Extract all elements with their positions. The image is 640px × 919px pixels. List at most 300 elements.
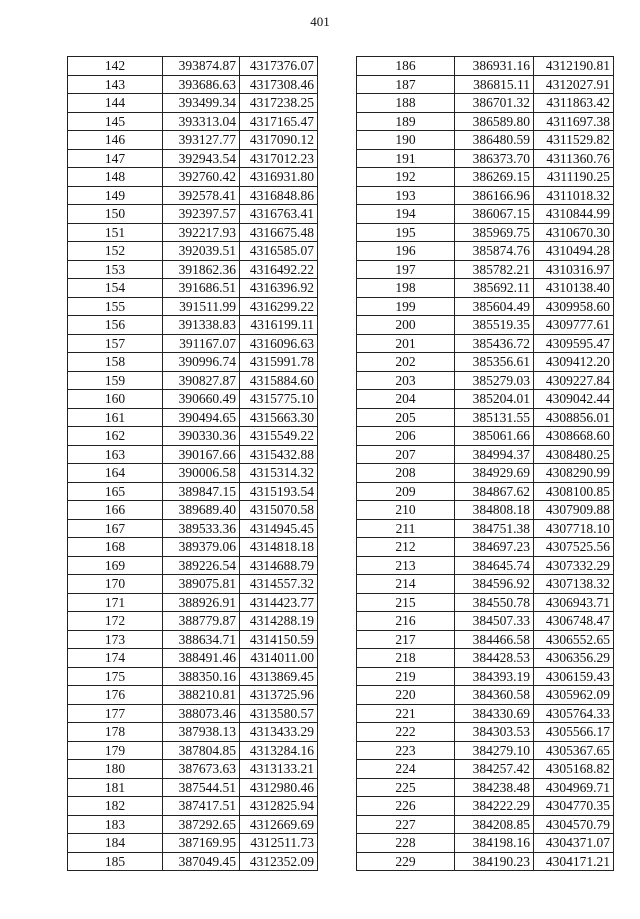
y-coordinate-cell: 4316931.80 — [240, 168, 318, 187]
x-coordinate-cell: 392039.51 — [163, 242, 240, 261]
y-coordinate-cell: 4308290.99 — [534, 464, 614, 483]
point-number-cell: 184 — [68, 834, 163, 853]
table-row — [357, 131, 614, 150]
point-number-cell: 157 — [68, 334, 163, 353]
point-number-cell: 185 — [68, 852, 163, 871]
y-coordinate-cell: 4314150.59 — [240, 630, 318, 649]
table-row — [68, 186, 318, 205]
y-coordinate-cell: 4317308.46 — [240, 75, 318, 94]
table-row — [68, 223, 318, 242]
x-coordinate-cell: 386701.32 — [455, 94, 534, 113]
y-coordinate-cell: 4316299.22 — [240, 297, 318, 316]
x-coordinate-cell: 390330.36 — [163, 427, 240, 446]
table-row — [357, 686, 614, 705]
point-number-cell: 217 — [357, 630, 455, 649]
y-coordinate-cell: 4311190.25 — [534, 168, 614, 187]
x-coordinate-cell: 390660.49 — [163, 390, 240, 409]
y-coordinate-cell: 4316492.22 — [240, 260, 318, 279]
y-coordinate-cell: 4306748.47 — [534, 612, 614, 631]
x-coordinate-cell: 390996.74 — [163, 353, 240, 372]
point-number-cell: 183 — [68, 815, 163, 834]
point-number-cell: 228 — [357, 834, 455, 853]
point-number-cell: 151 — [68, 223, 163, 242]
y-coordinate-cell: 4316675.48 — [240, 223, 318, 242]
table-row — [68, 242, 318, 261]
point-number-cell: 177 — [68, 704, 163, 723]
point-number-cell: 156 — [68, 316, 163, 335]
point-number-cell: 145 — [68, 112, 163, 131]
x-coordinate-cell: 391862.36 — [163, 260, 240, 279]
table-row — [357, 760, 614, 779]
y-coordinate-cell: 4316848.86 — [240, 186, 318, 205]
table-row — [357, 445, 614, 464]
point-number-cell: 175 — [68, 667, 163, 686]
x-coordinate-cell: 385436.72 — [455, 334, 534, 353]
y-coordinate-cell: 4315193.54 — [240, 482, 318, 501]
y-coordinate-cell: 4314288.19 — [240, 612, 318, 631]
table-row — [68, 852, 318, 871]
y-coordinate-cell: 4309595.47 — [534, 334, 614, 353]
point-number-cell: 176 — [68, 686, 163, 705]
y-coordinate-cell: 4317090.12 — [240, 131, 318, 150]
point-number-cell: 174 — [68, 649, 163, 668]
point-number-cell: 197 — [357, 260, 455, 279]
table-row — [68, 371, 318, 390]
y-coordinate-cell: 4312980.46 — [240, 778, 318, 797]
point-number-cell: 189 — [357, 112, 455, 131]
y-coordinate-cell: 4311018.32 — [534, 186, 614, 205]
point-number-cell: 146 — [68, 131, 163, 150]
point-number-cell: 200 — [357, 316, 455, 335]
point-number-cell: 158 — [68, 353, 163, 372]
x-coordinate-cell: 384507.33 — [455, 612, 534, 631]
table-row — [68, 575, 318, 594]
y-coordinate-cell: 4313725.96 — [240, 686, 318, 705]
x-coordinate-cell: 391167.07 — [163, 334, 240, 353]
table-row — [68, 131, 318, 150]
point-number-cell: 179 — [68, 741, 163, 760]
point-number-cell: 192 — [357, 168, 455, 187]
y-coordinate-cell: 4316763.41 — [240, 205, 318, 224]
point-number-cell: 222 — [357, 723, 455, 742]
table-row — [68, 760, 318, 779]
point-number-cell: 216 — [357, 612, 455, 631]
y-coordinate-cell: 4315663.30 — [240, 408, 318, 427]
table-row — [68, 501, 318, 520]
y-coordinate-cell: 4304371.07 — [534, 834, 614, 853]
x-coordinate-cell: 388926.91 — [163, 593, 240, 612]
x-coordinate-cell: 385692.11 — [455, 279, 534, 298]
table-row — [357, 94, 614, 113]
point-number-cell: 168 — [68, 538, 163, 557]
table-row — [357, 334, 614, 353]
x-coordinate-cell: 389533.36 — [163, 519, 240, 538]
point-number-cell: 218 — [357, 649, 455, 668]
x-coordinate-cell: 386931.16 — [455, 57, 534, 76]
y-coordinate-cell: 4315549.22 — [240, 427, 318, 446]
table-row — [68, 815, 318, 834]
x-coordinate-cell: 386480.59 — [455, 131, 534, 150]
point-number-cell: 188 — [357, 94, 455, 113]
table-row — [68, 316, 318, 335]
table-row — [357, 630, 614, 649]
point-number-cell: 211 — [357, 519, 455, 538]
table-row — [68, 593, 318, 612]
point-number-cell: 213 — [357, 556, 455, 575]
point-number-cell: 171 — [68, 593, 163, 612]
x-coordinate-cell: 385204.01 — [455, 390, 534, 409]
x-coordinate-cell: 392578.41 — [163, 186, 240, 205]
x-coordinate-cell: 392760.42 — [163, 168, 240, 187]
x-coordinate-cell: 385874.76 — [455, 242, 534, 261]
y-coordinate-cell: 4307909.88 — [534, 501, 614, 520]
table-row — [357, 223, 614, 242]
point-number-cell: 190 — [357, 131, 455, 150]
x-coordinate-cell: 390167.66 — [163, 445, 240, 464]
x-coordinate-cell: 385061.66 — [455, 427, 534, 446]
x-coordinate-cell: 389075.81 — [163, 575, 240, 594]
table-row — [68, 482, 318, 501]
y-coordinate-cell: 4316096.63 — [240, 334, 318, 353]
point-number-cell: 172 — [68, 612, 163, 631]
y-coordinate-cell: 4306159.43 — [534, 667, 614, 686]
point-number-cell: 221 — [357, 704, 455, 723]
y-coordinate-cell: 4312669.69 — [240, 815, 318, 834]
table-row — [357, 797, 614, 816]
x-coordinate-cell: 393313.04 — [163, 112, 240, 131]
x-coordinate-cell: 384428.53 — [455, 649, 534, 668]
point-number-cell: 202 — [357, 353, 455, 372]
point-number-cell: 219 — [357, 667, 455, 686]
x-coordinate-cell: 384466.58 — [455, 630, 534, 649]
y-coordinate-cell: 4309412.20 — [534, 353, 614, 372]
y-coordinate-cell: 4316396.92 — [240, 279, 318, 298]
y-coordinate-cell: 4313284.16 — [240, 741, 318, 760]
y-coordinate-cell: 4309227.84 — [534, 371, 614, 390]
table-row — [68, 94, 318, 113]
point-number-cell: 225 — [357, 778, 455, 797]
table-row — [68, 538, 318, 557]
table-row — [68, 168, 318, 187]
point-number-cell: 142 — [68, 57, 163, 76]
x-coordinate-cell: 390494.65 — [163, 408, 240, 427]
table-row — [357, 353, 614, 372]
x-coordinate-cell: 384645.74 — [455, 556, 534, 575]
y-coordinate-cell: 4304969.71 — [534, 778, 614, 797]
table-row — [357, 519, 614, 538]
table-row — [357, 408, 614, 427]
table-row — [357, 316, 614, 335]
page-number: 401 — [310, 14, 330, 29]
x-coordinate-cell: 392217.93 — [163, 223, 240, 242]
y-coordinate-cell: 4312027.91 — [534, 75, 614, 94]
table-row — [357, 205, 614, 224]
point-number-cell: 214 — [357, 575, 455, 594]
table-row — [68, 297, 318, 316]
x-coordinate-cell: 393874.87 — [163, 57, 240, 76]
table-row — [68, 353, 318, 372]
x-coordinate-cell: 393499.34 — [163, 94, 240, 113]
x-coordinate-cell: 386815.11 — [455, 75, 534, 94]
table-row — [68, 464, 318, 483]
point-number-cell: 147 — [68, 149, 163, 168]
y-coordinate-cell: 4307332.29 — [534, 556, 614, 575]
x-coordinate-cell: 385782.21 — [455, 260, 534, 279]
x-coordinate-cell: 390827.87 — [163, 371, 240, 390]
table-row — [68, 75, 318, 94]
table-row — [68, 667, 318, 686]
x-coordinate-cell: 384190.23 — [455, 852, 534, 871]
x-coordinate-cell: 393127.77 — [163, 131, 240, 150]
y-coordinate-cell: 4316199.11 — [240, 316, 318, 335]
x-coordinate-cell: 384867.62 — [455, 482, 534, 501]
y-coordinate-cell: 4306356.29 — [534, 649, 614, 668]
x-coordinate-cell: 384198.16 — [455, 834, 534, 853]
x-coordinate-cell: 385969.75 — [455, 223, 534, 242]
table-row — [68, 834, 318, 853]
y-coordinate-cell: 4305962.09 — [534, 686, 614, 705]
table-row — [357, 427, 614, 446]
y-coordinate-cell: 4306943.71 — [534, 593, 614, 612]
point-number-cell: 149 — [68, 186, 163, 205]
x-coordinate-cell: 391686.51 — [163, 279, 240, 298]
x-coordinate-cell: 384303.53 — [455, 723, 534, 742]
y-coordinate-cell: 4317376.07 — [240, 57, 318, 76]
point-number-cell: 161 — [68, 408, 163, 427]
point-number-cell: 201 — [357, 334, 455, 353]
y-coordinate-cell: 4310316.97 — [534, 260, 614, 279]
x-coordinate-cell: 387544.51 — [163, 778, 240, 797]
point-number-cell: 143 — [68, 75, 163, 94]
point-number-cell: 207 — [357, 445, 455, 464]
table-row — [357, 279, 614, 298]
point-number-cell: 163 — [68, 445, 163, 464]
point-number-cell: 224 — [357, 760, 455, 779]
table-row — [68, 630, 318, 649]
x-coordinate-cell: 385356.61 — [455, 353, 534, 372]
x-coordinate-cell: 391338.83 — [163, 316, 240, 335]
y-coordinate-cell: 4317165.47 — [240, 112, 318, 131]
point-number-cell: 180 — [68, 760, 163, 779]
x-coordinate-cell: 384393.19 — [455, 667, 534, 686]
point-number-cell: 153 — [68, 260, 163, 279]
x-coordinate-cell: 390006.58 — [163, 464, 240, 483]
point-number-cell: 154 — [68, 279, 163, 298]
y-coordinate-cell: 4305764.33 — [534, 704, 614, 723]
table-row — [357, 482, 614, 501]
x-coordinate-cell: 384330.69 — [455, 704, 534, 723]
y-coordinate-cell: 4315070.58 — [240, 501, 318, 520]
y-coordinate-cell: 4314423.77 — [240, 593, 318, 612]
point-number-cell: 152 — [68, 242, 163, 261]
table-row — [357, 649, 614, 668]
y-coordinate-cell: 4310844.99 — [534, 205, 614, 224]
table-row — [68, 556, 318, 575]
point-number-cell: 191 — [357, 149, 455, 168]
x-coordinate-cell: 385131.55 — [455, 408, 534, 427]
point-number-cell: 186 — [357, 57, 455, 76]
x-coordinate-cell: 384208.85 — [455, 815, 534, 834]
table-row — [357, 593, 614, 612]
x-coordinate-cell: 387673.63 — [163, 760, 240, 779]
x-coordinate-cell: 384550.78 — [455, 593, 534, 612]
table-row — [357, 390, 614, 409]
y-coordinate-cell: 4317238.25 — [240, 94, 318, 113]
x-coordinate-cell: 387804.85 — [163, 741, 240, 760]
point-number-cell: 209 — [357, 482, 455, 501]
y-coordinate-cell: 4316585.07 — [240, 242, 318, 261]
point-number-cell: 203 — [357, 371, 455, 390]
x-coordinate-cell: 384697.23 — [455, 538, 534, 557]
table-row — [68, 686, 318, 705]
table-row — [357, 260, 614, 279]
y-coordinate-cell: 4311529.82 — [534, 131, 614, 150]
table-row — [68, 205, 318, 224]
point-number-cell: 182 — [68, 797, 163, 816]
table-row — [357, 57, 614, 76]
x-coordinate-cell: 389226.54 — [163, 556, 240, 575]
point-number-cell: 193 — [357, 186, 455, 205]
x-coordinate-cell: 389689.40 — [163, 501, 240, 520]
point-number-cell: 227 — [357, 815, 455, 834]
point-number-cell: 223 — [357, 741, 455, 760]
y-coordinate-cell: 4309777.61 — [534, 316, 614, 335]
table-row — [357, 242, 614, 261]
table-row — [68, 408, 318, 427]
table-row — [357, 741, 614, 760]
x-coordinate-cell: 393686.63 — [163, 75, 240, 94]
y-coordinate-cell: 4314818.18 — [240, 538, 318, 557]
table-row — [357, 704, 614, 723]
y-coordinate-cell: 4310138.40 — [534, 279, 614, 298]
y-coordinate-cell: 4305566.17 — [534, 723, 614, 742]
y-coordinate-cell: 4312352.09 — [240, 852, 318, 871]
table-row — [357, 464, 614, 483]
point-number-cell: 212 — [357, 538, 455, 557]
point-number-cell: 195 — [357, 223, 455, 242]
x-coordinate-cell: 388779.87 — [163, 612, 240, 631]
table-row — [357, 168, 614, 187]
point-number-cell: 205 — [357, 408, 455, 427]
y-coordinate-cell: 4310494.28 — [534, 242, 614, 261]
x-coordinate-cell: 389847.15 — [163, 482, 240, 501]
point-number-cell: 204 — [357, 390, 455, 409]
x-coordinate-cell: 384279.10 — [455, 741, 534, 760]
y-coordinate-cell: 4315991.78 — [240, 353, 318, 372]
point-number-cell: 199 — [357, 297, 455, 316]
table-row — [357, 538, 614, 557]
point-number-cell: 226 — [357, 797, 455, 816]
x-coordinate-cell: 384929.69 — [455, 464, 534, 483]
point-number-cell: 165 — [68, 482, 163, 501]
table-row — [68, 149, 318, 168]
x-coordinate-cell: 385604.49 — [455, 297, 534, 316]
point-number-cell: 155 — [68, 297, 163, 316]
y-coordinate-cell: 4308100.85 — [534, 482, 614, 501]
table-row — [68, 279, 318, 298]
x-coordinate-cell: 386269.15 — [455, 168, 534, 187]
y-coordinate-cell: 4313133.21 — [240, 760, 318, 779]
y-coordinate-cell: 4314011.00 — [240, 649, 318, 668]
point-number-cell: 159 — [68, 371, 163, 390]
x-coordinate-cell: 385279.03 — [455, 371, 534, 390]
y-coordinate-cell: 4307138.32 — [534, 575, 614, 594]
point-number-cell: 170 — [68, 575, 163, 594]
table-row — [68, 112, 318, 131]
point-number-cell: 162 — [68, 427, 163, 446]
y-coordinate-cell: 4317012.23 — [240, 149, 318, 168]
y-coordinate-cell: 4313580.57 — [240, 704, 318, 723]
table-row — [357, 612, 614, 631]
point-number-cell: 196 — [357, 242, 455, 261]
y-coordinate-cell: 4314688.79 — [240, 556, 318, 575]
table-row — [68, 723, 318, 742]
table-row — [357, 723, 614, 742]
x-coordinate-cell: 387417.51 — [163, 797, 240, 816]
y-coordinate-cell: 4311360.76 — [534, 149, 614, 168]
table-row — [357, 297, 614, 316]
table-row — [357, 556, 614, 575]
y-coordinate-cell: 4310670.30 — [534, 223, 614, 242]
y-coordinate-cell: 4315432.88 — [240, 445, 318, 464]
table-row — [357, 186, 614, 205]
y-coordinate-cell: 4311697.38 — [534, 112, 614, 131]
y-coordinate-cell: 4314557.32 — [240, 575, 318, 594]
table-row — [68, 427, 318, 446]
point-number-cell: 148 — [68, 168, 163, 187]
y-coordinate-cell: 4307525.56 — [534, 538, 614, 557]
table-row — [68, 741, 318, 760]
x-coordinate-cell: 385519.35 — [455, 316, 534, 335]
x-coordinate-cell: 388634.71 — [163, 630, 240, 649]
table-row — [68, 57, 318, 76]
x-coordinate-cell: 387938.13 — [163, 723, 240, 742]
table-row — [68, 704, 318, 723]
y-coordinate-cell: 4307718.10 — [534, 519, 614, 538]
table-row — [357, 149, 614, 168]
table-row — [68, 778, 318, 797]
point-number-cell: 150 — [68, 205, 163, 224]
x-coordinate-cell: 387169.95 — [163, 834, 240, 853]
y-coordinate-cell: 4304570.79 — [534, 815, 614, 834]
x-coordinate-cell: 387049.45 — [163, 852, 240, 871]
table-row — [68, 797, 318, 816]
y-coordinate-cell: 4308668.60 — [534, 427, 614, 446]
x-coordinate-cell: 386067.15 — [455, 205, 534, 224]
x-coordinate-cell: 389379.06 — [163, 538, 240, 557]
y-coordinate-cell: 4304171.21 — [534, 852, 614, 871]
x-coordinate-cell: 384238.48 — [455, 778, 534, 797]
point-number-cell: 169 — [68, 556, 163, 575]
x-coordinate-cell: 386589.80 — [455, 112, 534, 131]
table-row — [357, 852, 614, 871]
point-number-cell: 215 — [357, 593, 455, 612]
x-coordinate-cell: 384808.18 — [455, 501, 534, 520]
point-number-cell: 229 — [357, 852, 455, 871]
point-number-cell: 194 — [357, 205, 455, 224]
y-coordinate-cell: 4306552.65 — [534, 630, 614, 649]
x-coordinate-cell: 384360.58 — [455, 686, 534, 705]
point-number-cell: 208 — [357, 464, 455, 483]
y-coordinate-cell: 4312190.81 — [534, 57, 614, 76]
point-number-cell: 166 — [68, 501, 163, 520]
x-coordinate-cell: 384751.38 — [455, 519, 534, 538]
y-coordinate-cell: 4309042.44 — [534, 390, 614, 409]
y-coordinate-cell: 4308856.01 — [534, 408, 614, 427]
y-coordinate-cell: 4314945.45 — [240, 519, 318, 538]
table-row — [68, 612, 318, 631]
table-row — [357, 778, 614, 797]
